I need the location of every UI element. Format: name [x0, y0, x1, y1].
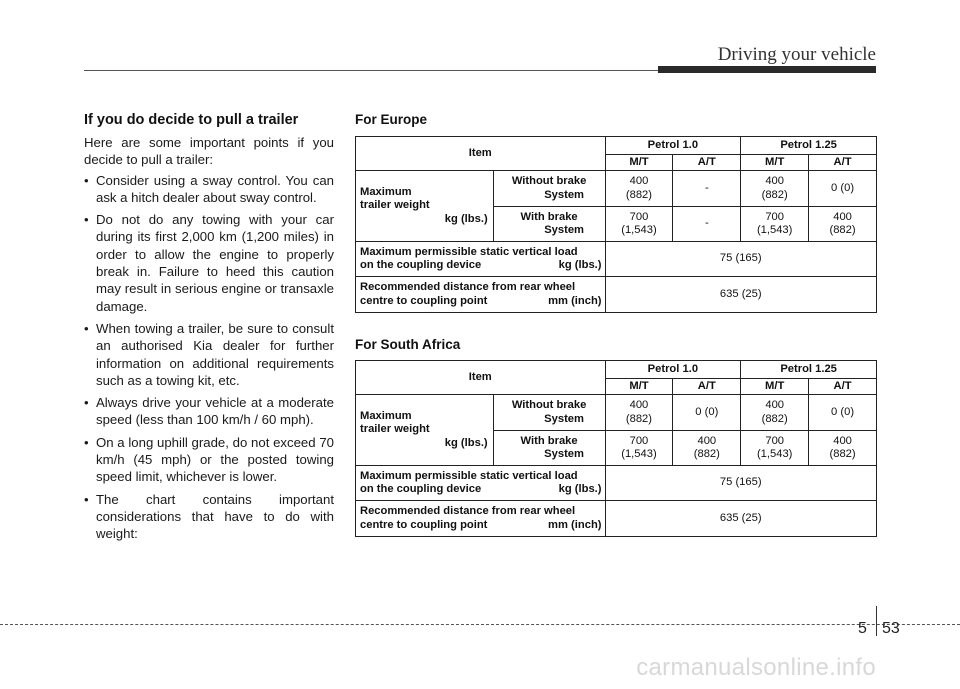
value-cell — [809, 431, 877, 466]
engine-header: Petrol 1.0 — [605, 137, 741, 155]
distance-value: 635 (25) — [605, 501, 877, 537]
value-line: 400 — [833, 434, 852, 447]
value-cell — [741, 171, 809, 207]
max-weight-label — [356, 395, 494, 466]
value-cell — [673, 431, 741, 466]
value-line: (1,543) — [621, 224, 657, 236]
bullet-text: When towing a trailer, be sure to consult an authorised Kia dealer for further information on additional requirements such as a towing kit, etc. — [96, 320, 334, 388]
value-line: (1,543) — [756, 448, 793, 460]
max-weight-line1: Maximum — [360, 185, 412, 198]
value-line: (882) — [693, 448, 720, 460]
trans-header: M/T — [741, 379, 809, 395]
max-weight-label — [356, 171, 494, 242]
with-brake-line2: System — [544, 448, 584, 460]
max-weight-line2: trailer weight — [360, 423, 430, 436]
distance-line1: Recommended distance from rear wheel — [360, 505, 576, 517]
bullet-text: On a long uphill grade, do not exceed 70 km/h (45 mph) or the posted towing speed limit, whichever is lower. — [96, 434, 334, 485]
value-line: (882) — [761, 188, 788, 201]
bullet-item — [84, 211, 334, 315]
value-line: 400 — [765, 175, 784, 187]
vertical-load-label — [356, 466, 606, 501]
trans-header: M/T — [605, 379, 673, 395]
bullet-dot-icon: • — [84, 395, 89, 411]
bullet-dot-icon: • — [84, 172, 89, 188]
distance-label — [356, 277, 606, 313]
value-cell — [605, 431, 673, 466]
value-cell — [673, 207, 741, 242]
vertical-load-unit: kg (lbs.) — [558, 483, 602, 495]
distance-line2: centre to coupling point — [360, 518, 488, 531]
page-number: 53 — [882, 620, 900, 637]
value-line: (882) — [625, 188, 653, 201]
trans-header: A/T — [673, 379, 741, 395]
vertical-load-line2: on the coupling device — [360, 259, 482, 271]
bullet-dot-icon: • — [84, 320, 89, 336]
distance-unit: mm (inch) — [548, 294, 602, 307]
value-cell — [741, 207, 809, 242]
bullet-item — [84, 394, 334, 429]
vertical-load-line1: Maximum permissible static vertical load — [360, 469, 578, 482]
bullet-dot-icon: • — [84, 434, 89, 450]
value-line: 400 — [833, 210, 852, 223]
without-brake-line2: System — [544, 412, 584, 425]
bullet-item — [84, 434, 334, 486]
vertical-load-value: 75 (165) — [605, 242, 876, 277]
with-brake-line1: With brake — [520, 210, 578, 223]
without-brake-line1: Without brake — [511, 175, 587, 187]
vertical-load-line2: on the coupling device — [360, 483, 482, 495]
bullet-dot-icon: • — [84, 212, 89, 228]
max-weight-unit: kg (lbs.) — [444, 212, 488, 225]
value-line: (1,543) — [621, 448, 657, 460]
value-line: (1,543) — [756, 224, 793, 236]
with-brake-line2: System — [544, 224, 584, 236]
value-line: 700 — [629, 210, 649, 223]
bullet-dot-icon: • — [84, 491, 89, 507]
without-brake-label — [493, 171, 605, 207]
trans-header: A/T — [809, 379, 877, 395]
value-line: - — [704, 217, 709, 230]
bullet-text: The chart contains important considerations that have to do with weight: — [96, 491, 334, 542]
item-header: Item — [356, 137, 606, 171]
bullet-item — [84, 491, 334, 543]
value-line: (882) — [625, 412, 652, 425]
value-line: 0 (0) — [695, 405, 719, 418]
section-header-title: Driving your vehicle — [717, 44, 876, 65]
left-column — [84, 112, 334, 548]
value-line: (882) — [829, 448, 856, 460]
vertical-load-line1: Maximum permissible static vertical load — [360, 245, 578, 258]
max-weight-line1: Maximum — [360, 409, 412, 422]
value-line: 400 — [629, 175, 649, 187]
value-line: 400 — [765, 399, 785, 411]
value-cell — [673, 171, 741, 207]
without-brake-line2: System — [544, 188, 584, 201]
south-africa-title: For South Africa — [355, 337, 461, 352]
value-cell — [741, 395, 809, 431]
europe-table — [355, 136, 877, 313]
vertical-load-label — [356, 242, 606, 277]
watermark: carmanualsonline.info — [636, 654, 876, 681]
trans-header: A/T — [673, 155, 741, 171]
without-brake-line1: Without brake — [511, 399, 587, 411]
header-bar — [658, 66, 876, 73]
bullet-item — [84, 172, 334, 207]
trailer-heading: If you do decide to pull a trailer — [84, 112, 299, 128]
distance-line1: Recommended distance from rear wheel — [360, 281, 576, 293]
max-weight-line2: trailer weight — [360, 199, 430, 212]
vertical-load-value: 75 (165) — [605, 466, 877, 501]
bullet-text: Consider using a sway control. You can ask a hitch dealer about sway control. — [96, 172, 334, 205]
value-cell — [673, 395, 741, 431]
max-weight-unit: kg (lbs.) — [444, 436, 488, 449]
value-line: 400 — [629, 399, 649, 411]
engine-header: Petrol 1.25 — [741, 137, 877, 155]
value-cell — [809, 171, 877, 207]
bullet-text: Do not do any towing with your car during its first 2,000 km (1,200 miles) in order to allow the engine to properly break in. Failure to heed this caution may result in serious engine or transaxle damage. — [96, 212, 334, 314]
bullet-item — [84, 320, 334, 389]
value-cell — [741, 431, 809, 466]
item-header: Item — [356, 361, 606, 395]
with-brake-label — [493, 431, 605, 466]
trans-header: A/T — [809, 155, 877, 171]
value-cell — [605, 171, 673, 207]
value-line: - — [704, 181, 709, 194]
distance-unit: mm (inch) — [548, 518, 602, 531]
value-cell — [809, 207, 877, 242]
engine-header: Petrol 1.25 — [741, 361, 877, 379]
distance-line2: centre to coupling point — [360, 294, 488, 307]
value-line: 700 — [765, 210, 784, 223]
bullet-list — [84, 172, 334, 543]
value-line: 0 (0) — [831, 405, 855, 418]
value-line: (882) — [829, 224, 856, 236]
value-line: 700 — [765, 434, 785, 447]
value-line: 400 — [697, 434, 717, 447]
intro-paragraph: Here are some important points if you decide to pull a trailer: — [84, 135, 334, 168]
distance-value: 635 (25) — [605, 277, 876, 313]
value-cell — [605, 207, 673, 242]
footer-divider — [876, 606, 877, 636]
trans-header: M/T — [741, 155, 809, 171]
south-africa-table — [355, 360, 877, 537]
with-brake-line1: With brake — [520, 434, 578, 447]
with-brake-label — [493, 207, 605, 242]
without-brake-label — [493, 395, 605, 431]
value-line: 700 — [629, 434, 649, 447]
chapter-number: 5 — [858, 620, 867, 637]
value-cell — [605, 395, 673, 431]
engine-header: Petrol 1.0 — [605, 361, 741, 379]
distance-label — [356, 501, 606, 537]
value-line: (882) — [761, 412, 788, 425]
value-cell — [809, 395, 877, 431]
value-line: 0 (0) — [831, 181, 855, 194]
bullet-text: Always drive your vehicle at a moderate speed (less than 100 km/h / 60 mph). — [96, 395, 334, 428]
footer-rule — [0, 624, 960, 625]
vertical-load-unit: kg (lbs.) — [558, 259, 602, 271]
europe-title: For Europe — [355, 112, 428, 127]
trans-header: M/T — [605, 155, 673, 171]
